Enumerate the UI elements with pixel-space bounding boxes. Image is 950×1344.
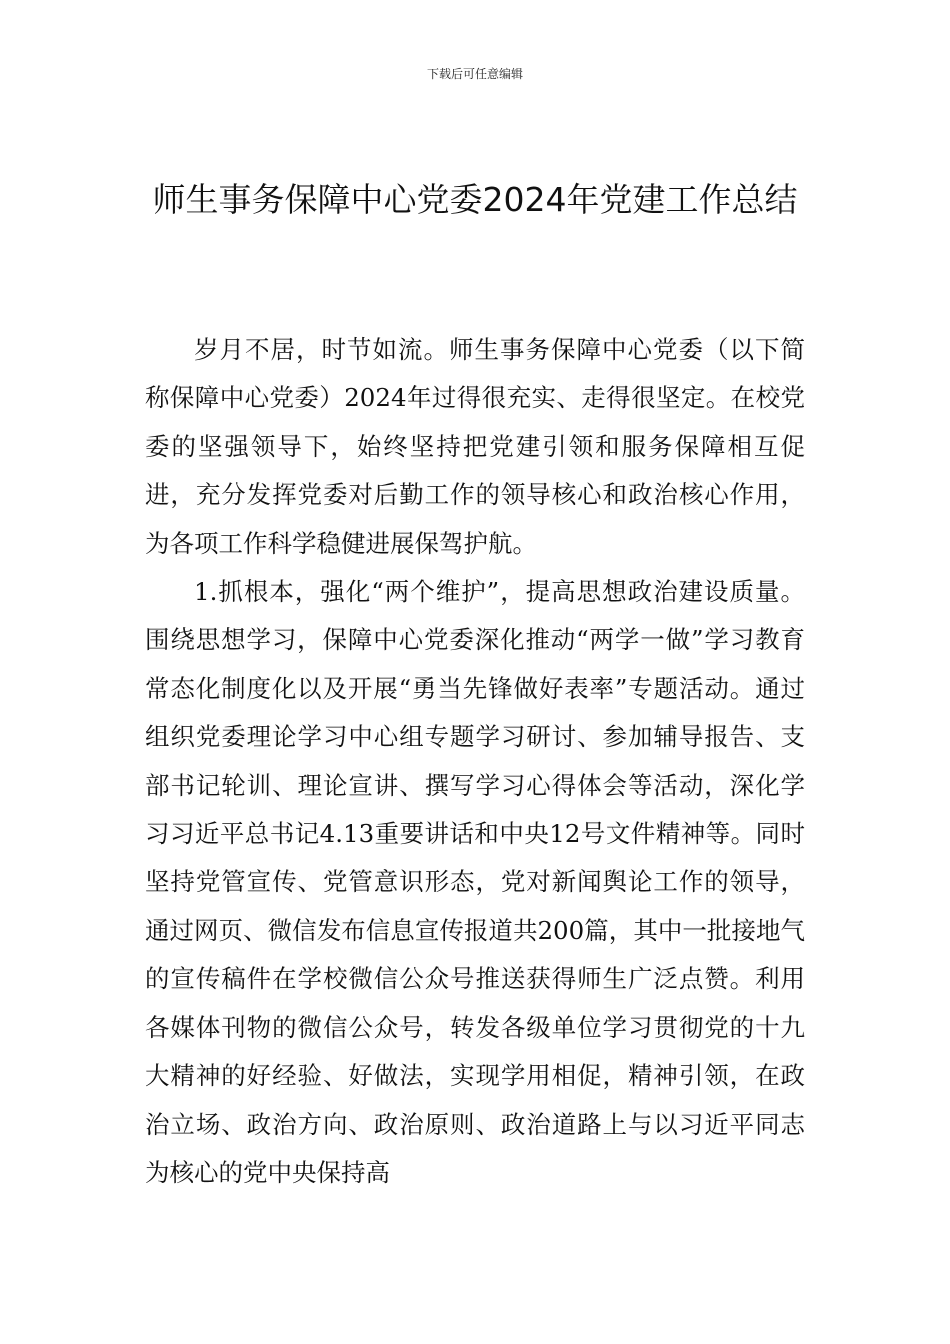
document-title: 师生事务保障中心党委2024年党建工作总结 [152,180,798,219]
document-body [145,326,805,1197]
paragraph-section-1: 1.抓根本，强化“两个维护”，提高思想政治建设质量。围绕思想学习，保障中心党委深化推动“两学一做”学习教育常态化制度化以及开展“勇当先锋做好表率”专题活动。通过组织党委理论学习中心组专题学习研讨、参加辅导报告、支部书记轮训、理论宣讲、撰写学习心得体会等活动，深化学习习近平总书记4.13重要讲话和中央12号文件精神等。同时坚持党管宣传、党管意识形态，党对新闻舆论工作的领导，通过网页、微信发布信息宣传报道共200篇，其中一批接地气的宣传稿件在学校微信公众号推送获得师生广泛点赞。利用各媒体刊物的微信公众号，转发各级单位学习贯彻党的十九大精神的好经验、好做法，实现学用相促，精神引领，在政治立场、政治方向、政治原则、政治道路上与以习近平同志为核心的党中央保持高 [145,577,805,1187]
paragraph-intro: 岁月不居，时节如流。师生事务保障中心党委（以下简称保障中心党委）2024年过得很充实、走得很坚定。在校党委的坚强领导下，始终坚持把党建引领和服务保障相互促进，充分发挥党委对后勤工作的领导核心和政治核心作用，为各项工作科学稳健进展保驾护航。 [145,335,805,558]
header-note: 下载后可任意编辑 [426,67,523,81]
